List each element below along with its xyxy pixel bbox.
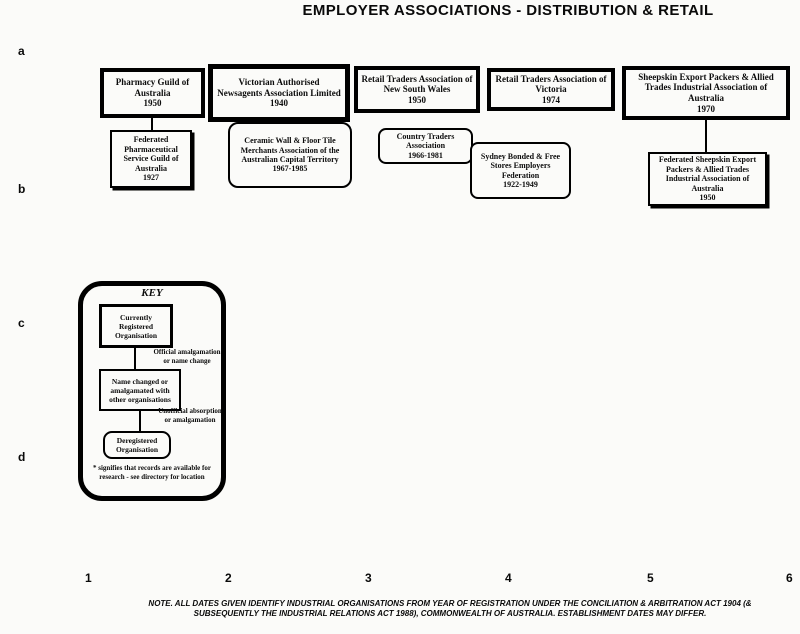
org-year: 1940 (270, 98, 288, 109)
org-box-sheepskin-export-packers (622, 66, 790, 120)
grid-col-label-6: 6 (786, 571, 793, 585)
grid-row-label-d: d (18, 450, 26, 464)
bottom-note-line2: SUBSEQUENTLY THE INDUSTRIAL RELATIONS ACT 1988), COMMONWEALTH OF AUSTRALIA. ESTABLISHMENT DATES MAY DIFFER. (193, 609, 707, 619)
org-name: Retail Traders Association of Victoria (495, 73, 607, 95)
org-name: Ceramic Wall & Floor Tile Merchants Association of the Australian Capital Territory (240, 136, 340, 164)
org-name: Federated Sheepskin Export Packers & Allied Trades Industrial Association of Australia (658, 155, 757, 193)
org-name: Sheepskin Export Packers & Allied Trades Industrial Association of Australia (638, 71, 774, 103)
grid-row-label-c: c (18, 316, 25, 330)
org-box-retail-traders-victoria (487, 68, 615, 111)
org-name: Country Traders Association (396, 131, 455, 151)
org-box-ceramic-tile-merchants (228, 122, 352, 188)
bottom-note-line1: NOTE. ALL DATES GIVEN IDENTIFY INDUSTRIAL ORGANISATIONS FROM YEAR OF REGISTRATION UNDER THE CONCILIATION & ARBITRATION ACT 1904 (& (148, 599, 752, 608)
grid-col-label-2: 2 (225, 571, 232, 585)
org-box-sydney-bonded-free-stores (470, 142, 571, 199)
org-year: 1966-1981 (408, 150, 443, 160)
key-unofficial-link-line (139, 411, 141, 431)
connector-sheepskin-to-federated-sheepskin (705, 119, 707, 153)
org-year: 1967-1985 (272, 164, 308, 174)
grid-col-label-5: 5 (647, 571, 654, 585)
grid-col-label-3: 3 (365, 571, 372, 585)
org-name: Sydney Bonded & Free Stores Employers Federation (480, 151, 561, 180)
org-year: 1922-1949 (503, 179, 538, 189)
org-name: Federated Pharmaceutical Service Guild of Australia (123, 135, 179, 173)
grid-col-label-1: 1 (85, 571, 92, 585)
key-name-changed-box: Name changed or amalgamated with other organisations (99, 369, 181, 411)
org-box-victorian-newsagents (208, 64, 350, 122)
org-box-pharmacy-guild (100, 68, 205, 118)
key-official-link-line (134, 348, 136, 369)
bottom-note (110, 599, 790, 620)
org-year: 1950 (143, 98, 162, 109)
org-box-retail-traders-nsw (354, 66, 480, 113)
connector-pharmacy-to-federated-pharmaceutical (151, 117, 153, 131)
org-year: 1974 (542, 94, 560, 105)
org-year: 1950 (699, 193, 716, 203)
grid-row-label-a: a (18, 44, 25, 58)
key-official-link-label: Official amalgamation or name change (153, 348, 221, 365)
org-name: Victorian Authorised Newsagents Association Limited (217, 77, 341, 98)
org-year: 1950 (408, 94, 426, 105)
org-box-country-traders (378, 128, 473, 164)
key-footnote: * signifies that records are available for research - see directory for location (93, 464, 211, 482)
key-registered-box: Currently Registered Organisation (99, 304, 173, 348)
grid-col-label-4: 4 (505, 571, 512, 585)
org-year: 1970 (697, 103, 715, 114)
org-box-federated-sheepskin (648, 152, 767, 206)
grid-row-label-b: b (18, 182, 26, 196)
key-title: KEY (141, 287, 163, 299)
page-title: EMPLOYER ASSOCIATIONS - DISTRIBUTION & RETAIL (302, 2, 714, 19)
org-year: 1927 (143, 173, 159, 183)
key-unofficial-link-label: Unofficial absorption or amalgamation (158, 407, 222, 424)
org-name: Pharmacy Guild of Australia (115, 77, 190, 98)
org-name: Retail Traders Association of New South Wales (361, 73, 473, 95)
org-box-federated-pharmaceutical-guild (110, 130, 192, 188)
key-deregistered-box: Deregistered Organisation (103, 431, 171, 459)
